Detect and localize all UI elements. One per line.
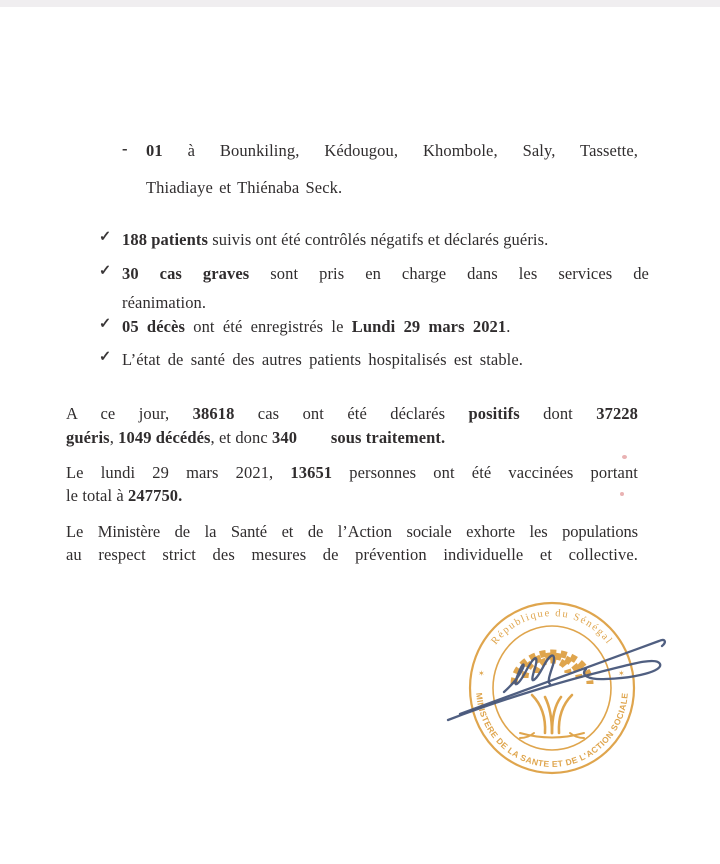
list-item-2-line-2: réanimation. [122,293,207,312]
seal-star-right: ✶ [618,669,625,678]
paragraph-ministry-line-1: Le Ministère de la Santé et de l’Action sociale exhorte les populations [66,522,638,541]
signature [430,590,680,735]
list-item-2-line-1: 30 cas graves sont pris en charge dans les services de [122,264,649,283]
checkmark-icon: ✓ [99,316,112,332]
checkmark-icon: ✓ [99,263,112,279]
list-item-1: 188 patients suivis ont été contrôlés négatifs et déclarés guéris. [122,230,549,249]
paragraph-totals-line-1: A ce jour, 38618 cas ont été déclarés positifs dont 37228 [66,404,638,423]
scan-edge-band [0,0,720,7]
list-item-3: 05 décès ont été enregistrés le Lundi 29 mars 2021. [122,317,511,336]
paragraph-totals-line-2: guéris, 1049 décédés, et donc 340 sous traitement. [66,428,446,447]
seal-star-left: ✶ [478,669,485,678]
scan-artifact-speck [622,455,627,459]
bullet-line-2: Thiadiaye et Thiénaba Seck. [146,178,343,197]
paragraph-vaccination-line-2: le total à 247750. [66,486,183,505]
scan-artifact-speck [620,492,624,496]
dash-bullet: - [122,139,128,158]
bullet-line-1: 01 à Bounkiling, Kédougou, Khombole, Saly, Tassette, [146,141,638,160]
paragraph-ministry-line-2: au respect strict des mesures de prévention individuelle et collective. [66,545,638,564]
list-item-4: L’état de santé des autres patients hospitalisés est stable. [122,350,523,369]
seal-top-text: République du Sénégal [489,607,615,647]
paragraph-vaccination-line-1: Le lundi 29 mars 2021, 13651 personnes ont été vaccinées portant [66,463,638,482]
checkmark-icon: ✓ [99,349,112,365]
signature-ink [448,640,665,720]
checkmark-icon: ✓ [99,229,112,245]
seal-bottom-text: MINISTERE DE LA SANTE ET DE L'ACTION SOCIALE [474,692,630,770]
